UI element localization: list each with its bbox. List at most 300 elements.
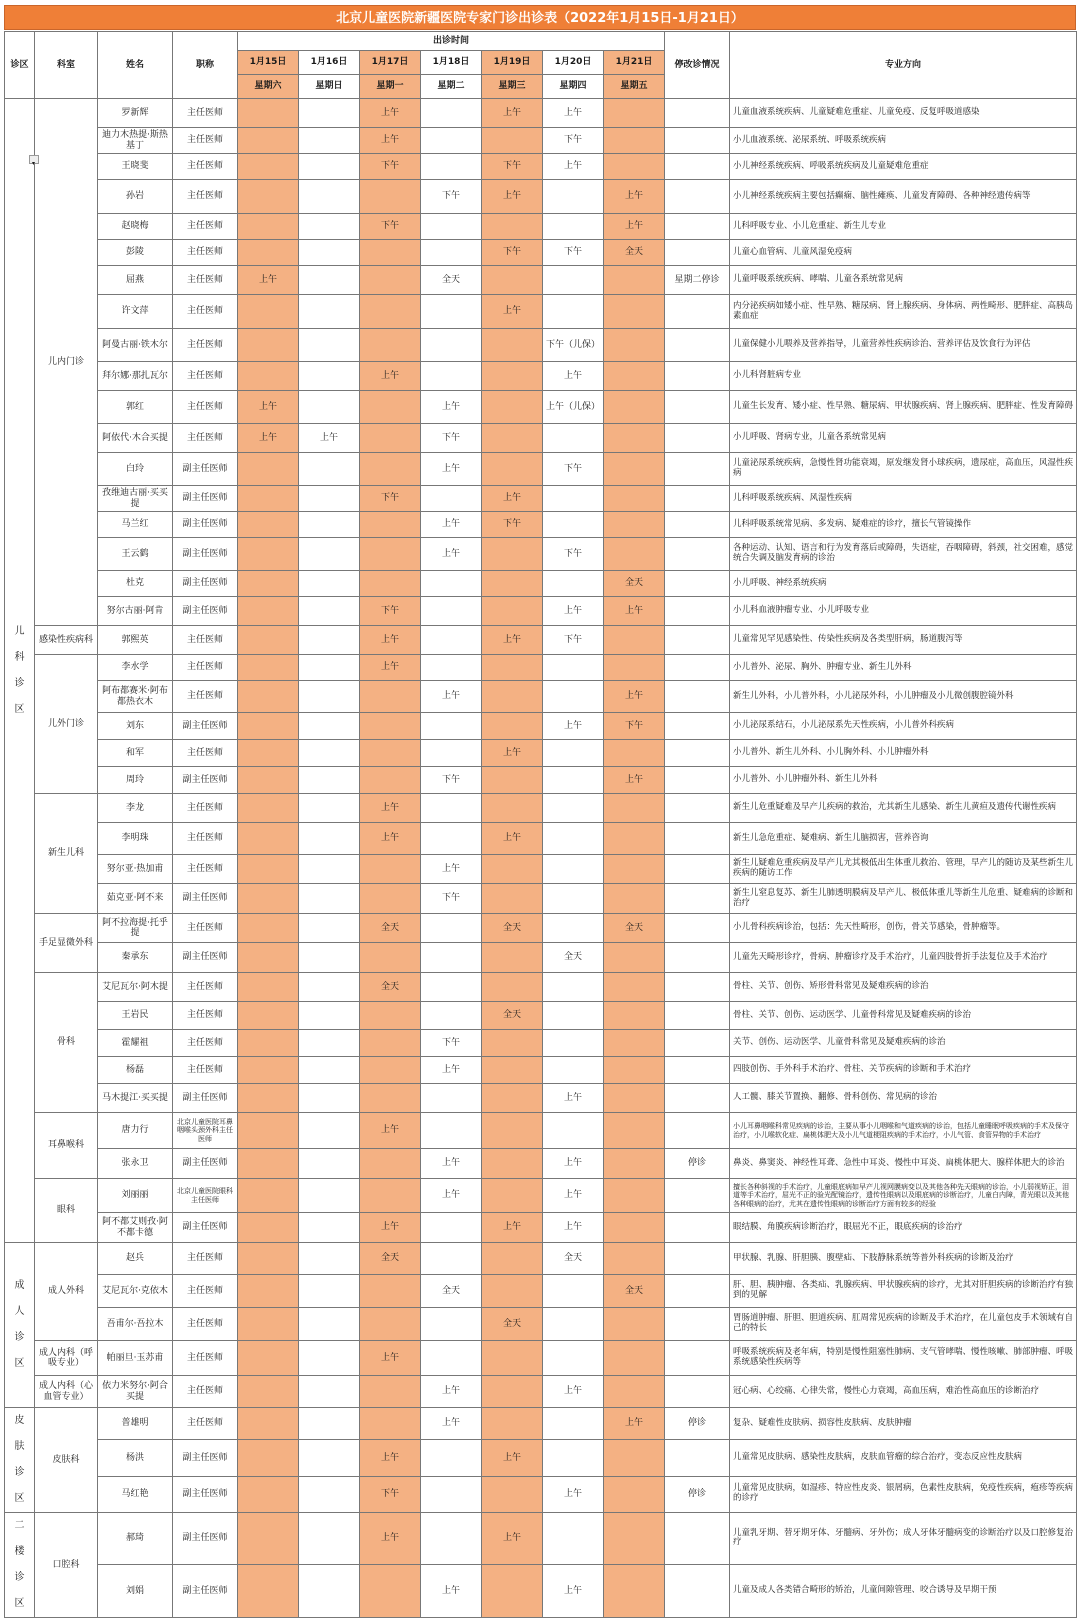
- schedule-slot: [421, 914, 482, 943]
- table-row: [5, 1057, 1077, 1084]
- schedule-slot: [299, 538, 360, 571]
- schedule-slot: [604, 794, 665, 823]
- doctor-name: 赵兵: [98, 1243, 173, 1275]
- schedule-slot: 上午: [421, 512, 482, 538]
- schedule-slot: [482, 128, 543, 154]
- schedule-slot: [360, 329, 421, 362]
- schedule-slot: [238, 1084, 299, 1113]
- specialty-cell: 鼻炎、鼻窦炎、神经性耳聋、急性中耳炎、慢性中耳炎、扁桃体肥大、腺样体肥大的诊治: [730, 1149, 1077, 1179]
- schedule-slot: [482, 1376, 543, 1408]
- schedule-slot: [543, 1513, 604, 1565]
- schedule-slot: [543, 424, 604, 453]
- dept-cell: 骨科: [35, 973, 98, 1113]
- status-cell: [665, 884, 730, 914]
- specialty-cell: 儿童生长发育、矮小症、性早熟、糖尿病、甲状腺疾病、肾上腺疾病、肥胖症、性发育障碍: [730, 391, 1077, 424]
- schedule-slot: 上午: [360, 1213, 421, 1243]
- schedule-slot: [604, 391, 665, 424]
- schedule-slot: [299, 214, 360, 240]
- table-row: [5, 626, 1077, 655]
- header-date: 1月19日: [482, 51, 543, 75]
- table-row: [5, 855, 1077, 884]
- schedule-slot: 下午: [421, 1030, 482, 1057]
- schedule-slot: [360, 884, 421, 914]
- schedule-slot: 上午: [299, 424, 360, 453]
- status-cell: [665, 214, 730, 240]
- schedule-slot: [543, 681, 604, 713]
- header-specialty: 专业方向: [730, 32, 1077, 99]
- specialty-cell: 儿科呼吸系统疾病、风湿性疾病: [730, 486, 1077, 512]
- schedule-slot: 上午: [421, 1057, 482, 1084]
- specialty-cell: 小儿神经系统疾病、呼吸系统疾病及儿童疑难危重症: [730, 154, 1077, 180]
- doctor-name: 秦承东: [98, 943, 173, 973]
- schedule-slot: [299, 655, 360, 681]
- schedule-slot: [299, 1564, 360, 1617]
- schedule-slot: [360, 180, 421, 214]
- schedule-slot: [482, 1243, 543, 1275]
- schedule-slot: [421, 794, 482, 823]
- schedule-slot: [299, 1341, 360, 1376]
- doctor-name: 帕丽旦·玉苏甫: [98, 1341, 173, 1376]
- schedule-slot: [421, 154, 482, 180]
- schedule-slot: [482, 391, 543, 424]
- schedule-slot: 上午: [543, 1179, 604, 1213]
- schedule-slot: [604, 1376, 665, 1408]
- table-row: [5, 571, 1077, 597]
- schedule-slot: 上午: [421, 1179, 482, 1213]
- doctor-title: 副主任医师: [173, 767, 238, 794]
- table-row: [5, 538, 1077, 571]
- schedule-slot: [421, 655, 482, 681]
- specialty-cell: 儿童及成人各类错合畸形的矫治，儿童间隙管理、咬合诱导及早期干预: [730, 1564, 1077, 1617]
- schedule-slot: [482, 1057, 543, 1084]
- schedule-slot: [482, 1030, 543, 1057]
- schedule-slot: [604, 424, 665, 453]
- schedule-slot: [421, 943, 482, 973]
- table-row: [5, 914, 1077, 943]
- dept-cell: 眼科: [35, 1179, 98, 1243]
- schedule-slot: [299, 681, 360, 713]
- schedule-slot: [543, 1408, 604, 1440]
- status-cell: [665, 99, 730, 128]
- schedule-slot: [482, 655, 543, 681]
- doctor-name: 孙岩: [98, 180, 173, 214]
- header-date: 1月21日: [604, 51, 665, 75]
- doctor-name: 拜尔娜·那扎瓦尔: [98, 362, 173, 391]
- doctor-title: 副主任医师: [173, 884, 238, 914]
- schedule-slot: [238, 453, 299, 486]
- schedule-slot: 上午: [543, 1149, 604, 1179]
- doctor-title: 主任医师: [173, 240, 238, 266]
- status-cell: [665, 1513, 730, 1565]
- status-cell: [665, 681, 730, 713]
- schedule-slot: [299, 1408, 360, 1440]
- schedule-slot: [543, 794, 604, 823]
- status-cell: [665, 1057, 730, 1084]
- schedule-slot: [421, 128, 482, 154]
- schedule-slot: [299, 943, 360, 973]
- schedule-slot: [299, 855, 360, 884]
- schedule-slot: 下午: [360, 154, 421, 180]
- schedule-slot: [543, 914, 604, 943]
- doctor-title: 主任医师: [173, 214, 238, 240]
- schedule-slot: [604, 1564, 665, 1617]
- schedule-slot: [360, 1275, 421, 1308]
- table-row: [5, 1002, 1077, 1030]
- schedule-slot: [299, 1084, 360, 1113]
- schedule-slot: 上午: [543, 597, 604, 626]
- status-cell: [665, 486, 730, 512]
- schedule-slot: 全天: [604, 240, 665, 266]
- schedule-slot: [299, 266, 360, 295]
- specialty-cell: 眼结膜、角膜疾病诊断治疗，眼屈光不正，眼底疾病的诊治疗: [730, 1213, 1077, 1243]
- schedule-slot: [421, 214, 482, 240]
- specialty-cell: 甲状腺、乳腺、肝胆胰、腹壁疝、下肢静脉系统等普外科疾病的诊断及治疗: [730, 1243, 1077, 1275]
- status-cell: [665, 571, 730, 597]
- doctor-name: 阿不拉海提·托乎提: [98, 914, 173, 943]
- schedule-slot: 上午: [360, 655, 421, 681]
- schedule-slot: [360, 240, 421, 266]
- schedule-slot: [360, 453, 421, 486]
- status-cell: [665, 794, 730, 823]
- table-row: [5, 154, 1077, 180]
- schedule-slot: [299, 1057, 360, 1084]
- schedule-slot: [482, 855, 543, 884]
- schedule-slot: [604, 1179, 665, 1213]
- table-row: [5, 424, 1077, 453]
- schedule-slot: 上午: [482, 626, 543, 655]
- doctor-name: 刘东: [98, 713, 173, 740]
- schedule-slot: 上午: [421, 538, 482, 571]
- specialty-cell: 儿童心血管病、儿童风湿免疫病: [730, 240, 1077, 266]
- schedule-slot: 下午: [360, 486, 421, 512]
- schedule-slot: 下午: [421, 767, 482, 794]
- doctor-title: 主任医师: [173, 99, 238, 128]
- schedule-slot: [299, 295, 360, 329]
- schedule-slot: [421, 1243, 482, 1275]
- header-date: 1月18日: [421, 51, 482, 75]
- doctor-title: 主任医师: [173, 1030, 238, 1057]
- specialty-cell: 关节、创伤、运动医学、儿童骨科常见及疑难疾病的诊治: [730, 1030, 1077, 1057]
- schedule-slot: 下午: [543, 538, 604, 571]
- doctor-title: 副主任医师: [173, 512, 238, 538]
- schedule-slot: 全天: [604, 571, 665, 597]
- schedule-slot: [421, 626, 482, 655]
- specialty-cell: 小儿科血液肿瘤专业、小儿呼吸专业: [730, 597, 1077, 626]
- status-cell: [665, 180, 730, 214]
- schedule-slot: [360, 1564, 421, 1617]
- schedule-slot: 上午: [482, 1213, 543, 1243]
- table-row: [5, 681, 1077, 713]
- table-row: [5, 1030, 1077, 1057]
- schedule-slot: [238, 626, 299, 655]
- specialty-cell: 新生儿窒息复苏、新生儿肺透明膜病及早产儿、极低体重儿等新生儿危重、疑难病的诊断和治疗: [730, 884, 1077, 914]
- table-row: [5, 655, 1077, 681]
- schedule-slot: [238, 914, 299, 943]
- doctor-name: 郭熙英: [98, 626, 173, 655]
- schedule-slot: [299, 1179, 360, 1213]
- schedule-slot: 下午: [543, 626, 604, 655]
- schedule-slot: [604, 1243, 665, 1275]
- schedule-slot: [238, 655, 299, 681]
- doctor-name: 郭红: [98, 391, 173, 424]
- filter-dropdown-icon[interactable]: ▾: [29, 155, 35, 164]
- table-row: [5, 1179, 1077, 1213]
- schedule-slot: [360, 1084, 421, 1113]
- schedule-slot: [238, 713, 299, 740]
- dept-cell: 手足显微外科: [35, 914, 98, 973]
- schedule-slot: [543, 1057, 604, 1084]
- doctor-name: 屈燕: [98, 266, 173, 295]
- doctor-name: 彭陵: [98, 240, 173, 266]
- specialty-cell: 新生儿外科，小儿普外科，小儿泌尿外科，小儿肿瘤及小儿微创腹腔镜外科: [730, 681, 1077, 713]
- schedule-slot: [482, 1408, 543, 1440]
- schedule-slot: 上午: [482, 486, 543, 512]
- schedule-slot: [421, 571, 482, 597]
- specialty-cell: 人工髋、膝关节置换、翻修、骨科创伤、常见病的诊治: [730, 1084, 1077, 1113]
- doctor-name: 李水学: [98, 655, 173, 681]
- schedule-slot: 上午: [421, 855, 482, 884]
- doctor-name: 努尔古丽·阿肯: [98, 597, 173, 626]
- schedule-slot: 上午: [360, 1513, 421, 1565]
- specialty-cell: 小儿科肾脏病专业: [730, 362, 1077, 391]
- schedule-slot: [238, 154, 299, 180]
- schedule-slot: 上午: [421, 1149, 482, 1179]
- doctor-title: 副主任医师: [173, 1084, 238, 1113]
- schedule-slot: [360, 740, 421, 767]
- specialty-cell: 儿童常见皮肤病、感染性皮肤病，皮肤血管瘤的综合治疗，变态反应性皮肤病: [730, 1440, 1077, 1476]
- schedule-slot: 全天: [360, 973, 421, 1002]
- table-row: [5, 266, 1077, 295]
- schedule-slot: [604, 855, 665, 884]
- status-cell: [665, 154, 730, 180]
- schedule-slot: [482, 214, 543, 240]
- doctor-title: 主任医师: [173, 973, 238, 1002]
- schedule-slot: [421, 329, 482, 362]
- schedule-slot: [238, 884, 299, 914]
- schedule-slot: [604, 943, 665, 973]
- doctor-title: 北京儿童医院眼科主任医师: [173, 1179, 238, 1213]
- schedule-slot: [482, 973, 543, 1002]
- schedule-slot: [299, 99, 360, 128]
- table-row: [5, 1440, 1077, 1476]
- doctor-name: 王晓斐: [98, 154, 173, 180]
- schedule-slot: [360, 538, 421, 571]
- specialty-cell: 呼吸系统疾病及老年病，特别是慢性阻塞性肺病、支气管哮喘、慢性咳嗽、肺部肿瘤、呼吸系统感染性疾病等: [730, 1341, 1077, 1376]
- schedule-slot: 上午: [543, 1476, 604, 1512]
- schedule-slot: [299, 1213, 360, 1243]
- schedule-slot: [421, 1341, 482, 1376]
- schedule-slot: [482, 1275, 543, 1308]
- doctor-title: 主任医师: [173, 1275, 238, 1308]
- schedule-table: [4, 31, 1077, 1618]
- table-row: [5, 453, 1077, 486]
- status-cell: [665, 1113, 730, 1149]
- schedule-slot: [421, 973, 482, 1002]
- doctor-title: 主任医师: [173, 740, 238, 767]
- specialty-cell: 胃肠道肿瘤、肝胆、胆道疾病、肛周常见疾病的诊断及手术治疗，在儿童包皮手术领域有自己的特长: [730, 1308, 1077, 1341]
- schedule-slot: [299, 486, 360, 512]
- table-row: [5, 1564, 1077, 1617]
- schedule-slot: [299, 453, 360, 486]
- status-cell: 停诊: [665, 1408, 730, 1440]
- specialty-cell: 骨柱、关节、创伤、运动医学、儿童骨科常见及疑难疾病的诊治: [730, 1002, 1077, 1030]
- header-date: 1月17日: [360, 51, 421, 75]
- table-row: [5, 214, 1077, 240]
- doctor-title: 主任医师: [173, 180, 238, 214]
- status-cell: [665, 1440, 730, 1476]
- status-cell: [665, 1084, 730, 1113]
- schedule-slot: [238, 214, 299, 240]
- doctor-title: 主任医师: [173, 626, 238, 655]
- schedule-slot: [299, 391, 360, 424]
- schedule-slot: [238, 1149, 299, 1179]
- table-row: [5, 1376, 1077, 1408]
- schedule-slot: [238, 295, 299, 329]
- schedule-slot: 下午: [421, 180, 482, 214]
- status-cell: [665, 329, 730, 362]
- schedule-slot: 全天: [482, 1002, 543, 1030]
- schedule-slot: 上午: [604, 214, 665, 240]
- doctor-name: 马兰红: [98, 512, 173, 538]
- doctor-name: 阿依代·木合买提: [98, 424, 173, 453]
- schedule-slot: [299, 1243, 360, 1275]
- schedule-slot: [238, 1408, 299, 1440]
- schedule-slot: [604, 154, 665, 180]
- status-cell: [665, 1275, 730, 1308]
- doctor-name: 王云鹤: [98, 538, 173, 571]
- doctor-name: 许文萍: [98, 295, 173, 329]
- schedule-slot: [299, 1308, 360, 1341]
- schedule-slot: [543, 512, 604, 538]
- table-row: [5, 329, 1077, 362]
- status-cell: [665, 424, 730, 453]
- table-row: [5, 1149, 1077, 1179]
- table-row: [5, 740, 1077, 767]
- status-cell: [665, 655, 730, 681]
- doctor-title: 主任医师: [173, 1341, 238, 1376]
- schedule-slot: [421, 1440, 482, 1476]
- header-weekday: 星期一: [360, 75, 421, 99]
- zone-cell: 皮 肤 诊 区: [5, 1408, 35, 1513]
- doctor-title: 主任医师: [173, 823, 238, 855]
- schedule-slot: [238, 180, 299, 214]
- doctor-title: 主任医师: [173, 266, 238, 295]
- schedule-slot: [238, 1341, 299, 1376]
- doctor-title: 主任医师: [173, 1308, 238, 1341]
- status-cell: [665, 823, 730, 855]
- schedule-slot: 上午: [421, 681, 482, 713]
- status-cell: [665, 1564, 730, 1617]
- table-row: [5, 1408, 1077, 1440]
- schedule-slot: [360, 713, 421, 740]
- schedule-slot: [421, 240, 482, 266]
- doctor-name: 李明珠: [98, 823, 173, 855]
- status-cell: [665, 1308, 730, 1341]
- schedule-slot: 上午: [543, 1213, 604, 1243]
- schedule-slot: 上午: [360, 99, 421, 128]
- schedule-slot: [482, 362, 543, 391]
- table-row: [5, 512, 1077, 538]
- schedule-slot: [238, 538, 299, 571]
- schedule-slot: [238, 767, 299, 794]
- schedule-slot: 上午: [482, 740, 543, 767]
- table-row: [5, 240, 1077, 266]
- schedule-slot: [482, 1149, 543, 1179]
- doctor-title: 主任医师: [173, 1376, 238, 1408]
- specialty-cell: 儿科呼吸专业、小儿危重症、新生儿专业: [730, 214, 1077, 240]
- doctor-title: 主任医师: [173, 154, 238, 180]
- schedule-slot: [604, 1341, 665, 1376]
- schedule-slot: [238, 1476, 299, 1512]
- schedule-slot: 上午: [543, 1376, 604, 1408]
- schedule-slot: [238, 362, 299, 391]
- schedule-slot: [543, 1002, 604, 1030]
- schedule-slot: [604, 1030, 665, 1057]
- specialty-cell: 小儿呼吸、肾病专业，儿童各系统常见病: [730, 424, 1077, 453]
- doctor-title: 副主任医师: [173, 571, 238, 597]
- schedule-slot: [482, 1476, 543, 1512]
- schedule-slot: [299, 1149, 360, 1179]
- status-cell: [665, 1213, 730, 1243]
- schedule-slot: 全天: [604, 914, 665, 943]
- schedule-slot: [421, 486, 482, 512]
- schedule-slot: [299, 1275, 360, 1308]
- schedule-slot: [482, 1179, 543, 1213]
- schedule-slot: [421, 99, 482, 128]
- status-cell: [665, 767, 730, 794]
- schedule-slot: [482, 571, 543, 597]
- schedule-slot: [543, 823, 604, 855]
- schedule-slot: 上午: [421, 1564, 482, 1617]
- schedule-slot: [299, 154, 360, 180]
- schedule-slot: [299, 626, 360, 655]
- header-zone: 诊区: [5, 32, 35, 99]
- schedule-slot: 下午: [482, 240, 543, 266]
- schedule-slot: [299, 884, 360, 914]
- table-row: [5, 823, 1077, 855]
- status-cell: [665, 240, 730, 266]
- doctor-title: 主任医师: [173, 681, 238, 713]
- schedule-slot: 全天: [482, 1308, 543, 1341]
- schedule-slot: [238, 1057, 299, 1084]
- schedule-slot: [299, 362, 360, 391]
- specialty-cell: 新生儿疑难危重疾病及早产儿尤其极低出生体重儿救治、管理，早产儿的随访及某些新生儿疾病的随访工作: [730, 855, 1077, 884]
- doctor-title: 主任医师: [173, 655, 238, 681]
- specialty-cell: 儿童呼吸系统疾病、哮喘、儿童各系统常见病: [730, 266, 1077, 295]
- status-cell: [665, 512, 730, 538]
- doctor-name: 马红艳: [98, 1476, 173, 1512]
- schedule-slot: [604, 1213, 665, 1243]
- doctor-name: 罗新辉: [98, 99, 173, 128]
- schedule-slot: [238, 1030, 299, 1057]
- schedule-slot: [543, 266, 604, 295]
- schedule-slot: 上午: [360, 823, 421, 855]
- dept-cell: 儿内门诊: [35, 99, 98, 626]
- schedule-slot: [482, 1084, 543, 1113]
- schedule-slot: [543, 571, 604, 597]
- specialty-cell: 儿童常见皮肤病，如湿疹、特应性皮炎、银屑病，色素性皮肤病，免疫性疾病，疱疹等疾病的诊疗: [730, 1476, 1077, 1512]
- doctor-title: 主任医师: [173, 1408, 238, 1440]
- status-cell: [665, 740, 730, 767]
- schedule-slot: [604, 486, 665, 512]
- schedule-slot: [360, 1149, 421, 1179]
- doctor-name: 吾甫尔·吾拉木: [98, 1308, 173, 1341]
- schedule-slot: 上午: [238, 391, 299, 424]
- schedule-slot: 下午: [360, 1476, 421, 1512]
- schedule-slot: [238, 1213, 299, 1243]
- schedule-slot: [238, 329, 299, 362]
- status-cell: [665, 538, 730, 571]
